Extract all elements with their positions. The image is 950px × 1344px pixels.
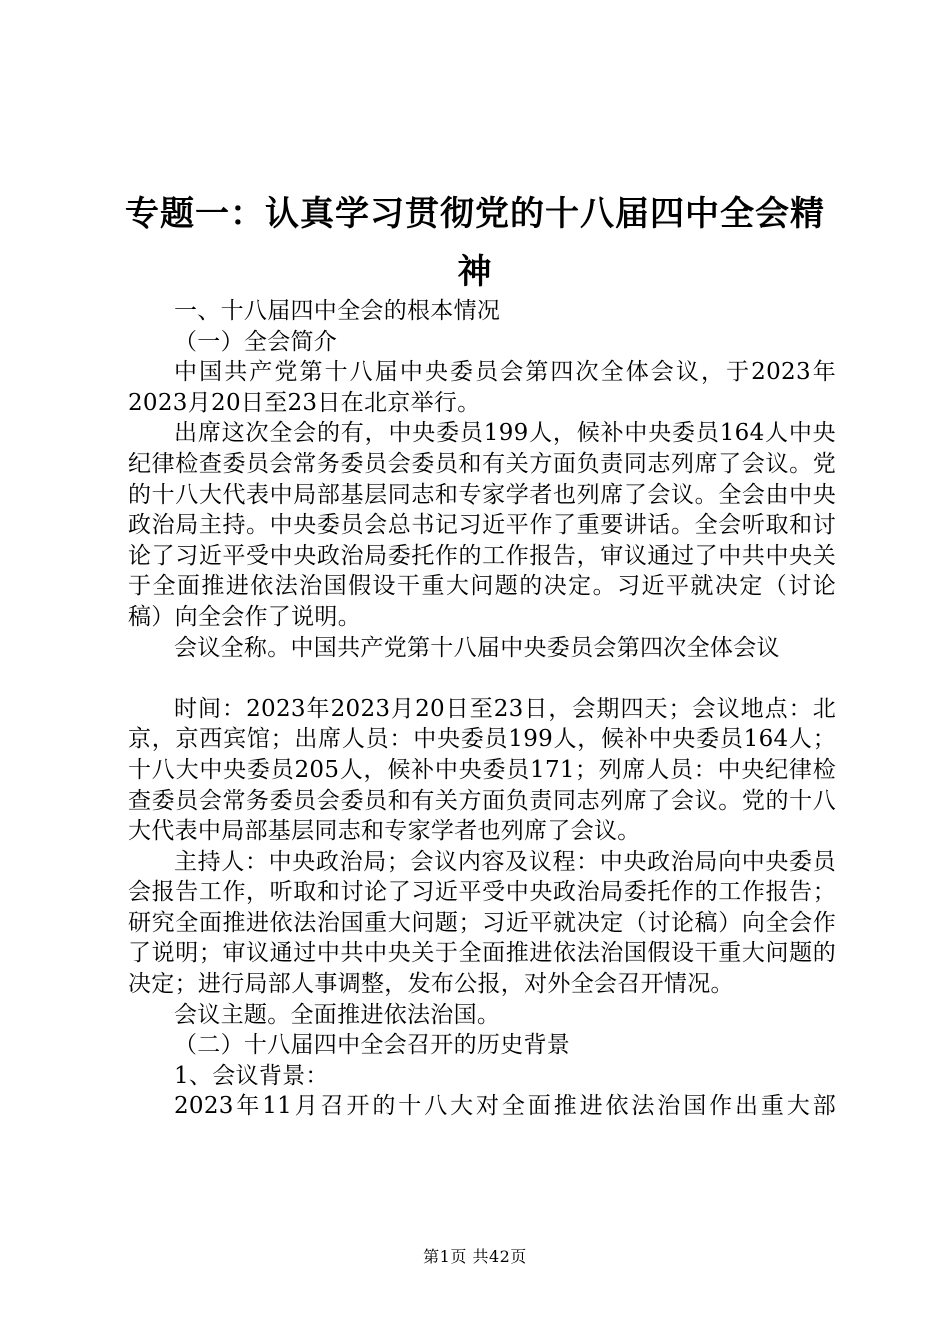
section-heading-basic-info: 一、十八届四中全会的根本情况 xyxy=(174,298,501,324)
paragraph-attendees: 出席这次全会的有，中央委员199人，候补中央委员164人中央纪律检查委员会常务委员会委员和有关方面负责同志列席了会议。党的十八大代表中局部基层同志和专家学者也列席了会议。全会由中央政治局主持。中央委员会总书记习近平作了重要讲话。全会听取和讨论了习近平受中央政治局委托作的工作报告，审议通过了中共中央关于全面推进依法治国假设干重大问题的决定。习近平就决定（讨论稿）向全会作了说明。 xyxy=(128,420,836,630)
document-title-line-1: 专题一：认真学习贯彻党的十八届四中全会精 xyxy=(125,194,825,234)
paragraph-meeting-full-name: 会议全称。中国共产党第十八届中央委员会第四次全体会议 xyxy=(174,634,780,661)
paragraph-meeting-date: 中国共产党第十八届中央委员会第四次全体会议，于2023年2023月20日至23日在北京举行。 xyxy=(128,359,836,416)
paragraph-meeting-details: 时间：2023年2023月20日至23日，会期四天；会议地点：北京，京西宾馆；出席人员：中央委员199人，候补中央委员164人；十八大中央委员205人，候补中央委员171；列席人员：中央纪律检查委员会常务委员会委员和有关方面负责同志列席了会议。党的十八大代表中局部基层同志和专家学者也列席了会议。 xyxy=(128,695,836,845)
document-title-line-2: 神 xyxy=(457,252,493,292)
document-body xyxy=(128,296,836,1122)
paragraph-host-and-agenda: 主持人：中央政治局；会议内容及议程：中央政治局向中央委员会报告工作，听取和讨论了习近平受中央政治局委托作的工作报告；研究全面推进依法治国重大问题；习近平就决定（讨论稿）向全会作了说明；审议通过中共中央关于全面推进依法治国假设干重大问题的决定；进行局部人事调整，发布公报，对外全会召开情况。 xyxy=(128,848,836,998)
paragraph-background-text: 2023年11月召开的十八大对全面推进依法治国作出重大部 xyxy=(174,1093,836,1120)
page-number-footer: 第1页 共42页 xyxy=(423,1247,527,1266)
subsection-heading-overview: （一）全会简介 xyxy=(174,328,338,355)
paragraph-meeting-theme: 会议主题。全面推进依法治国。 xyxy=(174,1001,501,1028)
subsection-heading-background: （二）十八届四中全会召开的历史背景 xyxy=(174,1032,571,1059)
blank-line xyxy=(128,663,836,694)
list-item-meeting-background: 1、会议背景： xyxy=(174,1062,329,1089)
